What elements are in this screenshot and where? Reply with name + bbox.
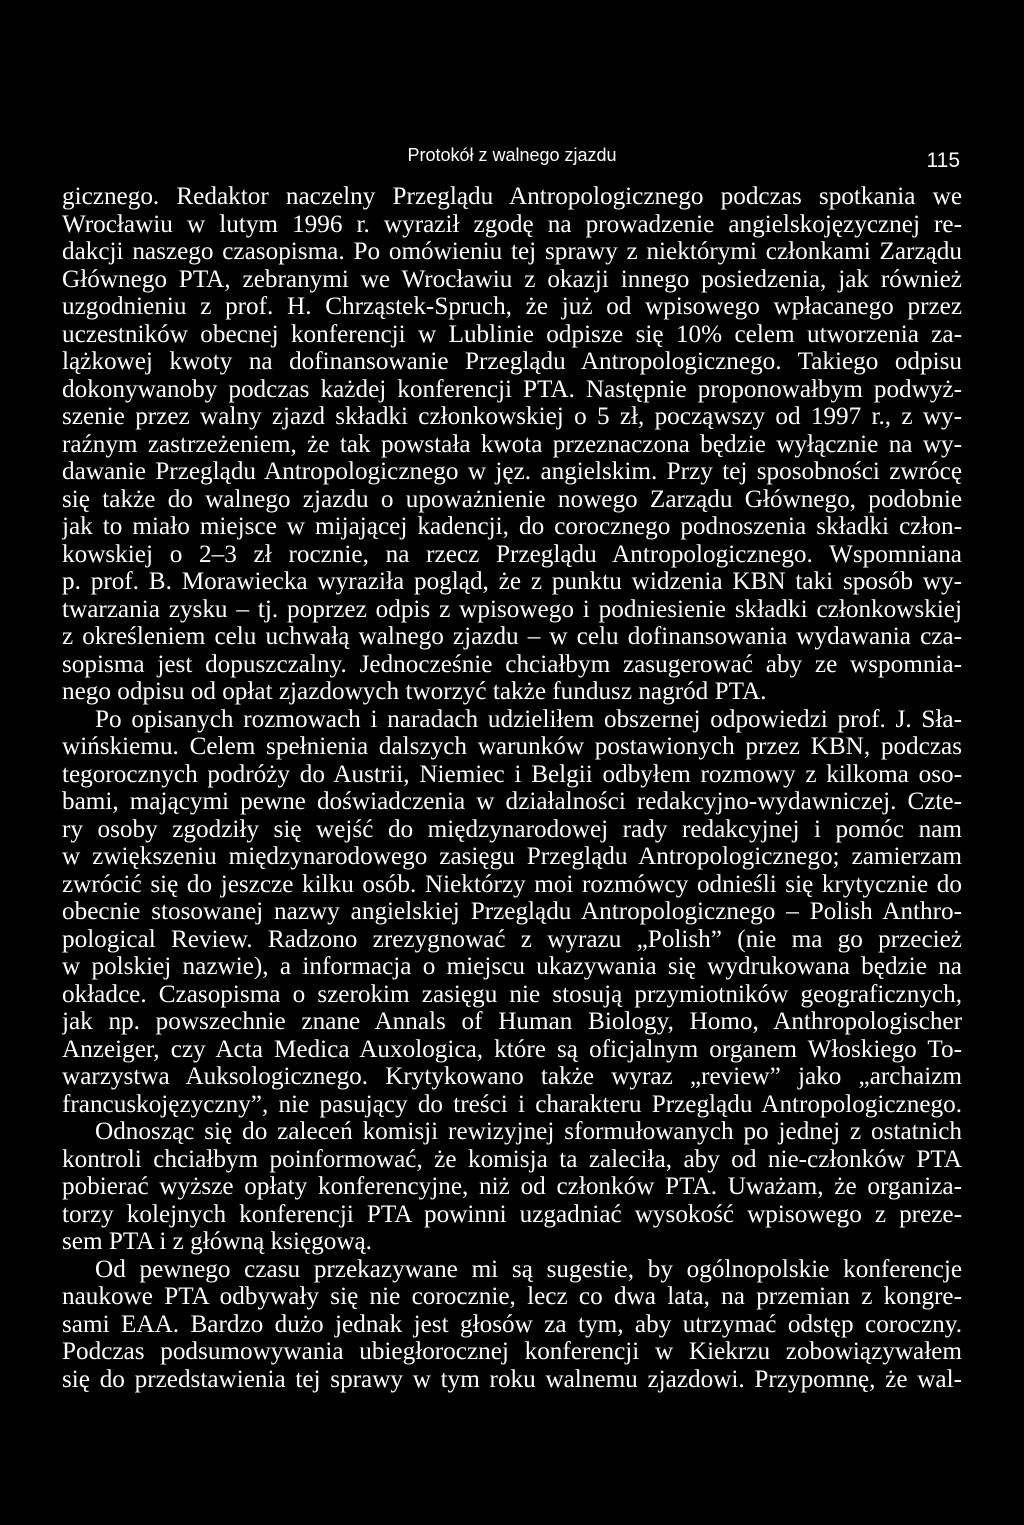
text-line: nego odpisu od opłat zjazdowych tworzyć także fundusz nagród PTA. [62,678,767,705]
text-line: kontroli chciałbym poinformować, że komisja ta zaleciła, aby od nie-członków PTA [62,1145,962,1173]
text-line: w polskiej nazwie), a informacja o miejscu ukazywania się wydrukowana będzie na [62,953,962,980]
text-line: sami EAA. Bardzo dużo jednak jest głosów za tym, aby utrzymać odstęp coroczny. [62,1310,962,1338]
text-line: Głównego PTA, zebranymi we Wrocławiu z okazji innego posiedzenia, jak również [62,265,962,293]
text-line: uzgodnieniu z prof. H. Chrząstek-Spruch, że już od wpisowego wpłacanego przez [62,293,962,320]
text-line: torzy kolejnych konferencji PTA powinni uzgadniać wysokość wpisowego z preze- [62,1200,962,1228]
text-line: obecnie stosowanej nazwy angielskiej Przeglądu Antropologicznego – Polish Anthro- [62,898,962,925]
text-line: raźnym zastrzeżeniem, że tak powstała kwota przeznaczona będzie wyłącznie na wy- [62,430,962,458]
text-line: bami, mającymi pewne doświadczenia w działalności redakcyjno-wydawniczej. Czte- [62,788,962,815]
text-line: Podczas podsumowywania ubiegłorocznej konferencji w Kiekrzu zobowiązywałem [62,1338,962,1365]
text-line: okładce. Czasopisma o szerokim zasięgu nie stosują przymiotników geograficznych, [62,980,962,1008]
paragraph [62,183,962,706]
text-line: Od pewnego czasu przekazywane mi są sugestie, by ogólnopolskie konferencje [95,1255,962,1283]
text-line: szenie przez walny zjazd składki członkowskiej o 5 zł, począwszy od 1997 r., z wy- [62,403,962,430]
text-line: twarzania zysku – tj. poprzez odpis z wpisowego i podniesienie składki członkowskiej [62,595,962,623]
paragraph [62,706,962,1119]
text-line: sopisma jest dopuszczalny. Jednocześnie chciałbym zasugerować aby ze wspomnia- [62,650,962,678]
running-title: Protokół z walnego zjazdu [407,145,617,165]
text-line: dokonywanoby podczas każdej konferencji PTA. Następnie proponowałbym podwyż- [62,375,962,403]
page-body-text [62,183,962,1393]
text-line: wińskiemu. Celem spełnienia dalszych warunków postawionych przez KBN, podczas [62,733,962,760]
text-line: gicznego. Redaktor naczelny Przeglądu Antropologicznego podczas spotkania we [62,183,962,210]
text-line: w zwiększeniu międzynarodowego zasięgu Przeglądu Antropologicznego; zamierzam [62,843,962,870]
text-line: dakcji naszego czasopisma. Po omówieniu tej sprawy z niektórymi członkami Zarządu [62,238,962,265]
text-line: Anzeiger, czy Acta Medica Auxologica, które są oficjalnym organem Włoskiego To- [62,1035,962,1063]
paragraph [62,1256,962,1394]
text-line: jak to miało miejsce w mijającej kadencji, do corocznego podnoszenia składki człon- [62,513,962,540]
text-line: dawanie Przeglądu Antropologicznego w jęz. angielskim. Przy tej sposobności zwrócę [62,458,962,485]
text-line: tegorocznych podróży do Austrii, Niemiec i Belgii odbyłem rozmowy z kilkoma oso- [62,760,962,788]
text-line: francuskojęzyczny”, nie pasujący do treści i charakteru Przeglądu Antropologicznego. [62,1090,962,1118]
text-line: Odnosząc się do zaleceń komisji rewizyjnej sformułowanych po jednej z ostatnich [95,1118,962,1145]
text-line: z określeniem celu uchwałą walnego zjazdu – w celu dofinansowania wydawania cza- [62,623,962,650]
text-line: uczestników obecnej konferencji w Lublinie odpisze się 10% celem utworzenia za- [62,320,962,348]
text-line: sem PTA i z główną księgową. [62,1228,372,1255]
page-number: 115 [926,149,960,172]
text-line: warzystwa Auksologicznego. Krytykowano także wyraz „review” jako „archaizm [62,1063,962,1090]
text-line: Po opisanych rozmowach i naradach udzieliłem obszernej odpowiedzi prof. J. Sła- [95,705,962,733]
text-line: pobierać wyższe opłaty konferencyjne, niż od członków PTA. Uważam, że organiza- [62,1173,962,1200]
text-line: p. prof. B. Morawiecka wyraziła pogląd, że z punktu widzenia KBN taki sposób wy- [62,568,962,595]
text-line: kowskiej o 2–3 zł rocznie, na rzecz Przeglądu Antropologicznego. Wspomniana [62,540,962,568]
text-line: pological Review. Radzono zrezygnować z wyrazu „Polish” (nie ma go przecież [62,925,962,953]
text-line: jak np. powszechnie znane Annals of Human Biology, Homo, Anthropologischer [62,1008,962,1035]
text-line: się także do walnego zjazdu o upoważnienie nowego Zarządu Głównego, podobnie [62,485,962,513]
running-header [62,143,962,173]
text-line: się do przedstawienia tej sprawy w tym roku walnemu zjazdowi. Przypomnę, że wal- [62,1365,962,1393]
text-line: Wrocławiu w lutym 1996 r. wyraził zgodę na prowadzenie angielskojęzycznej re- [62,210,962,238]
text-line: ry osoby zgodziły się wejść do międzynarodowej rady redakcyjnej i pomóc nam [62,815,962,843]
paragraph [62,1118,962,1256]
text-line: lążkowej kwoty na dofinansowanie Przeglądu Antropologicznego. Takiego odpisu [62,348,962,375]
text-line: naukowe PTA odbywały się nie corocznie, lecz co dwa lata, na przemian z kongre- [62,1283,962,1310]
text-line: zwrócić się do jeszcze kilku osób. Niektórzy moi rozmówcy odnieśli się krytycznie do [62,870,962,898]
